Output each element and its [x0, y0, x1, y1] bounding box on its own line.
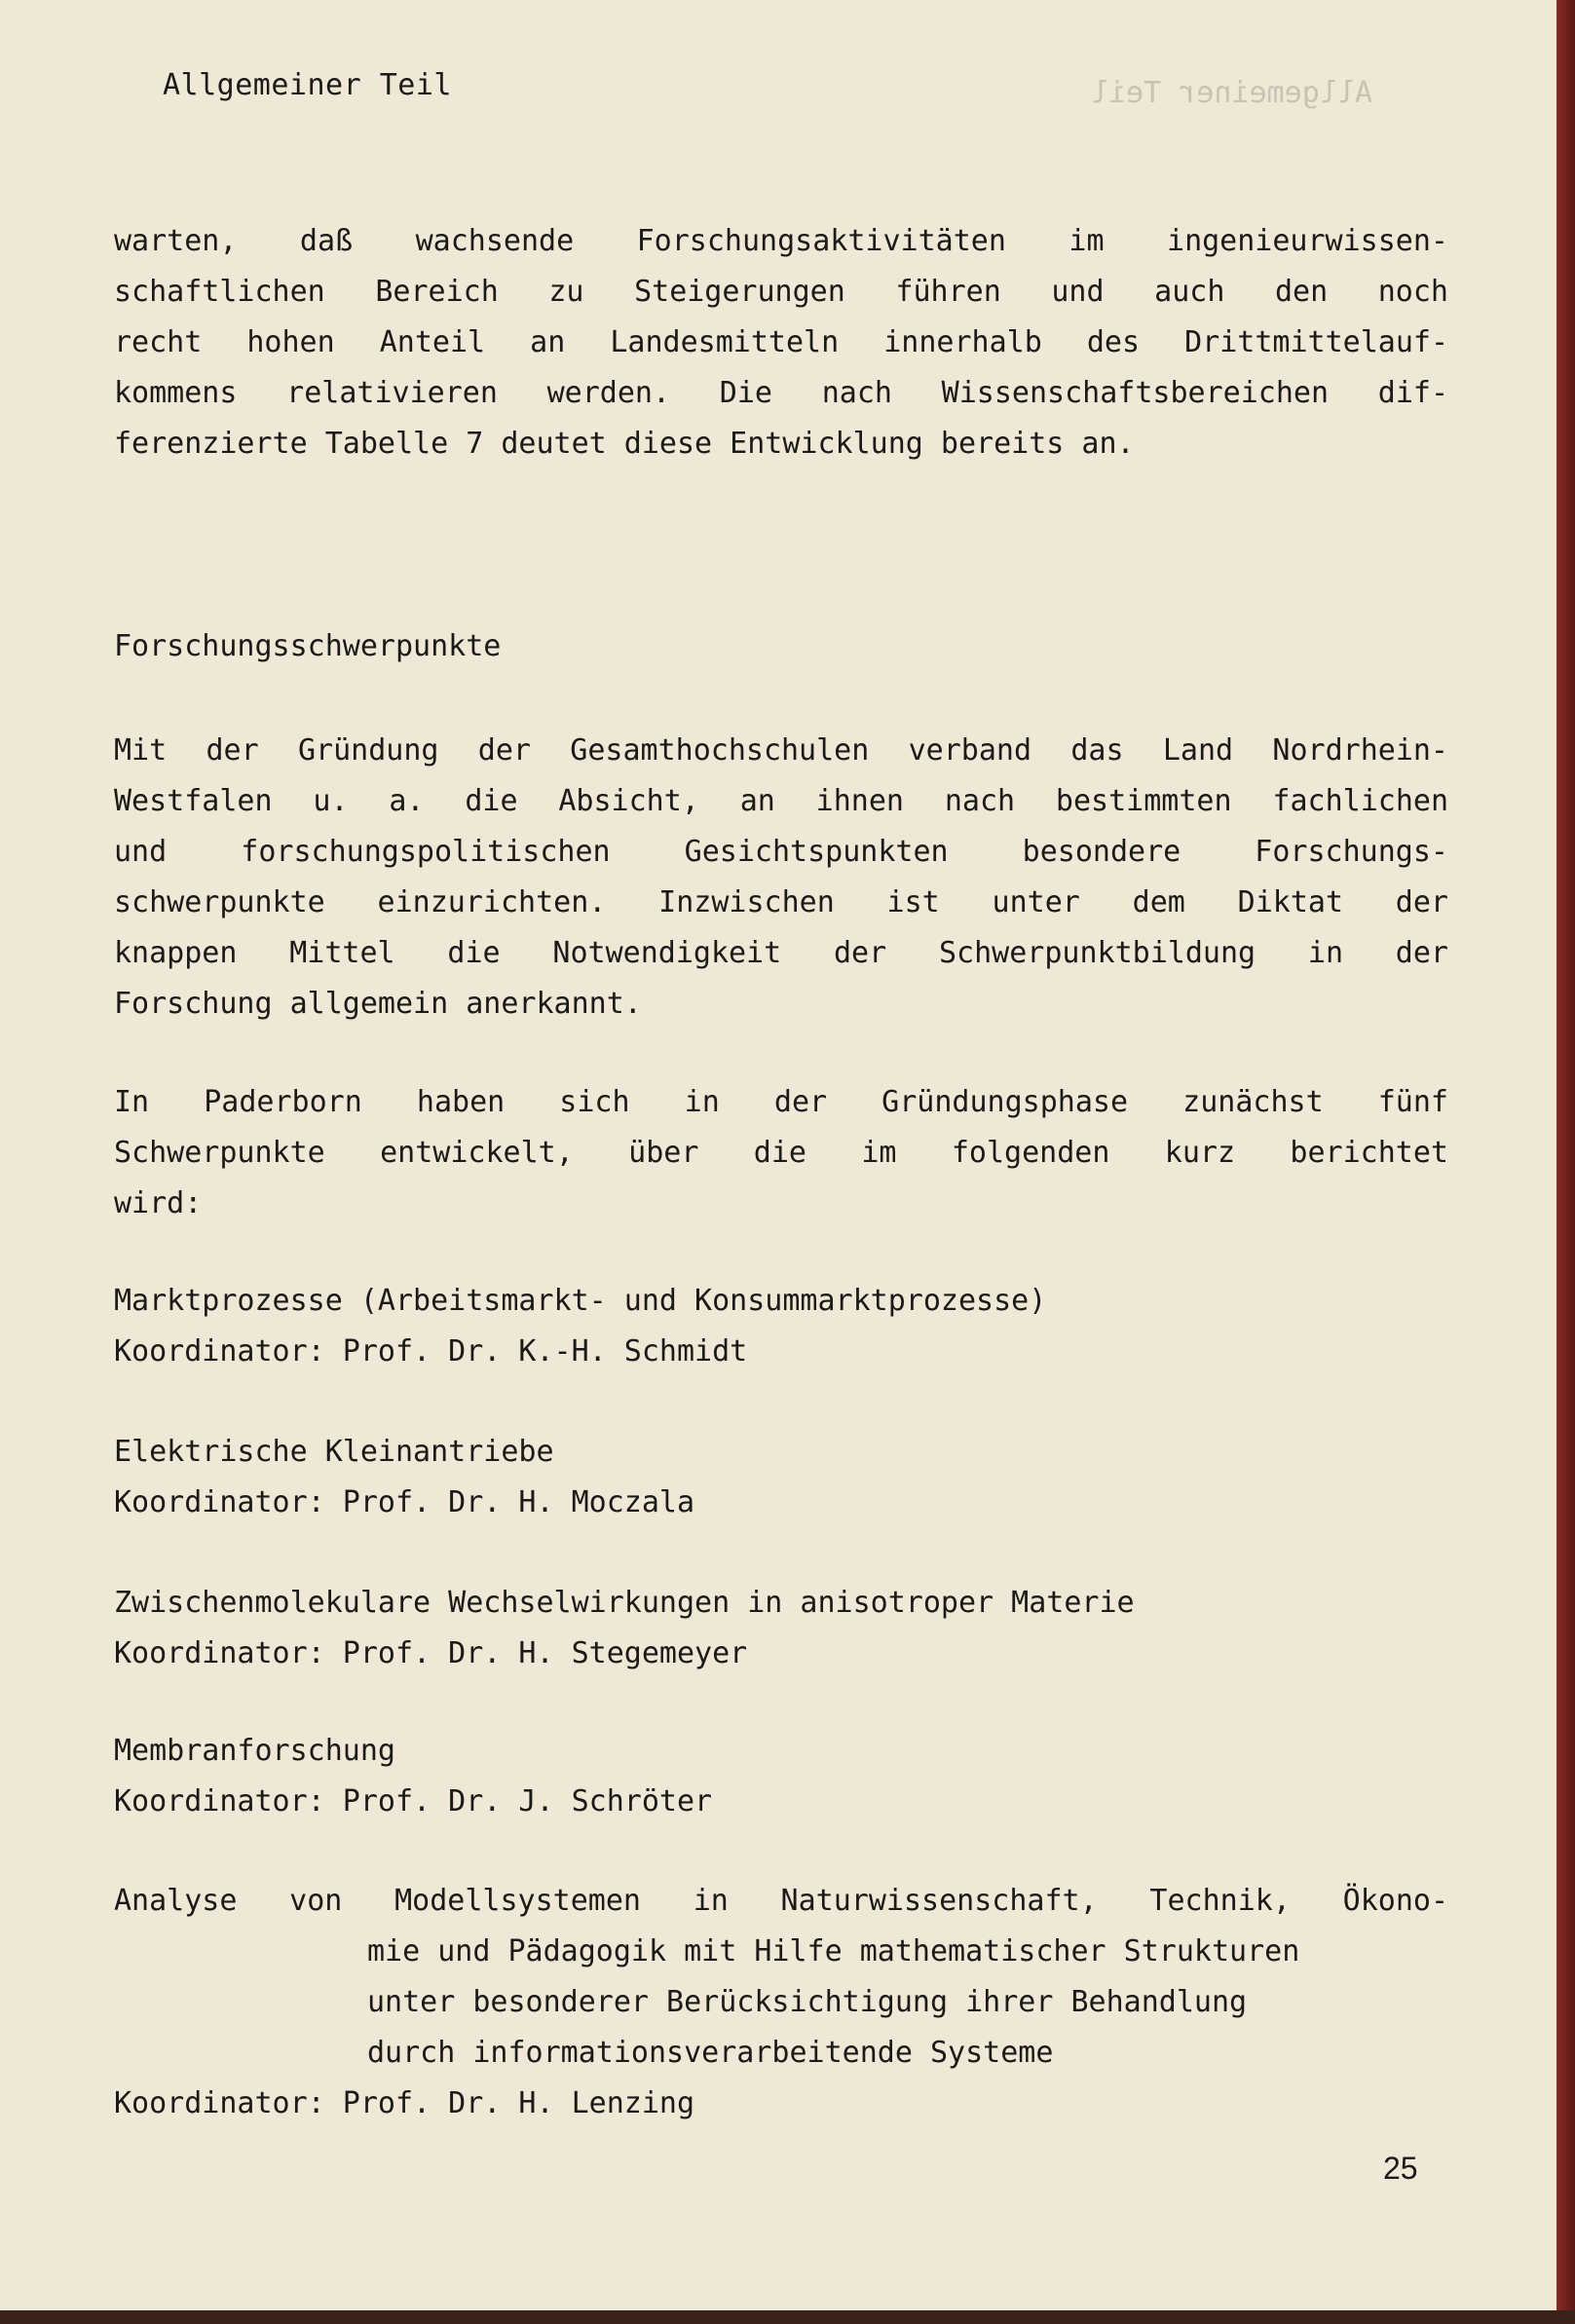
text-line: schaftlichen Bereich zu Steigerungen führen und auch den noch: [114, 275, 1448, 309]
focus-area-2: [114, 1427, 1448, 1528]
text-line: Mit der Gründung der Gesamthochschulen verband das Land Nordrhein-: [114, 733, 1448, 768]
focus-area-title: unter besonderer Berücksichtigung ihrer Behandlung: [367, 1985, 1248, 2019]
focus-area-5: [114, 1876, 1448, 2129]
text-line: und forschungspolitischen Gesichtspunkten besondere Forschungs-: [114, 835, 1448, 869]
focus-area-coordinator: Koordinator: Prof. Dr. H. Lenzing: [114, 2086, 695, 2120]
text-line: recht hohen Anteil an Landesmitteln innerhalb des Drittmittelauf-: [114, 325, 1448, 359]
focus-area-title: Elektrische Kleinantriebe: [114, 1435, 554, 1469]
focus-area-coordinator: Koordinator: Prof. Dr. J. Schröter: [114, 1784, 713, 1818]
focus-area-title: Analyse von Modellsystemen in Naturwissenschaft, Technik, Ökono-: [114, 1884, 1448, 1918]
paragraph-paderborn: [114, 1077, 1448, 1229]
text-line: schwerpunkte einzurichten. Inzwischen ist unter dem Diktat der: [114, 885, 1448, 919]
text-line: wird:: [114, 1186, 203, 1220]
focus-area-coordinator: Koordinator: Prof. Dr. H. Moczala: [114, 1485, 695, 1519]
text-line: Schwerpunkte entwickelt, über die im folgenden kurz berichtet: [114, 1136, 1448, 1170]
focus-area-coordinator: Koordinator: Prof. Dr. K.-H. Schmidt: [114, 1334, 748, 1368]
text-line: kommens relativieren werden. Die nach Wissenschaftsbereichen dif-: [114, 376, 1448, 410]
section-heading: [114, 621, 1448, 672]
focus-area-title: durch informationsverarbeitende Systeme: [367, 2036, 1054, 2070]
text-line: knappen Mittel die Notwendigkeit der Schwerpunktbildung in der: [114, 936, 1448, 970]
focus-area-3: [114, 1578, 1448, 1679]
page-number: 25: [1383, 2151, 1418, 2186]
bottom-edge: [0, 2310, 1575, 2324]
focus-area-title: mie und Pädagogik mit Hilfe mathematischer Strukturen: [367, 1934, 1300, 1968]
paragraph-founding: [114, 726, 1448, 1030]
text-line: warten, daß wachsende Forschungsaktivitäten im ingenieurwissen-: [114, 224, 1448, 258]
running-header: Allgemeiner Teil: [163, 68, 452, 102]
heading-text: Forschungsschwerpunkte: [114, 629, 502, 663]
focus-area-1: [114, 1276, 1448, 1377]
focus-area-title: Marktprozesse (Arbeitsmarkt- und Konsummarktprozesse): [114, 1284, 1047, 1318]
text-line: Westfalen u. a. die Absicht, an ihnen nach bestimmten fachlichen: [114, 784, 1448, 818]
focus-area-title: Zwischenmolekulare Wechselwirkungen in anisotroper Materie: [114, 1586, 1135, 1620]
focus-area-4: [114, 1726, 1448, 1827]
focus-area-title: Membranforschung: [114, 1734, 395, 1768]
text-line: In Paderborn haben sich in der Gründungsphase zunächst fünf: [114, 1085, 1448, 1119]
text-line: Forschung allgemein anerkannt.: [114, 987, 642, 1021]
binding-edge: [1556, 0, 1575, 2324]
text-line: ferenzierte Tabelle 7 deutet diese Entwicklung bereits an.: [114, 427, 1135, 461]
intro-paragraph: [114, 216, 1448, 469]
focus-area-coordinator: Koordinator: Prof. Dr. H. Stegemeyer: [114, 1636, 748, 1670]
bleed-through-header: Allgemeiner Teil: [1091, 76, 1372, 110]
